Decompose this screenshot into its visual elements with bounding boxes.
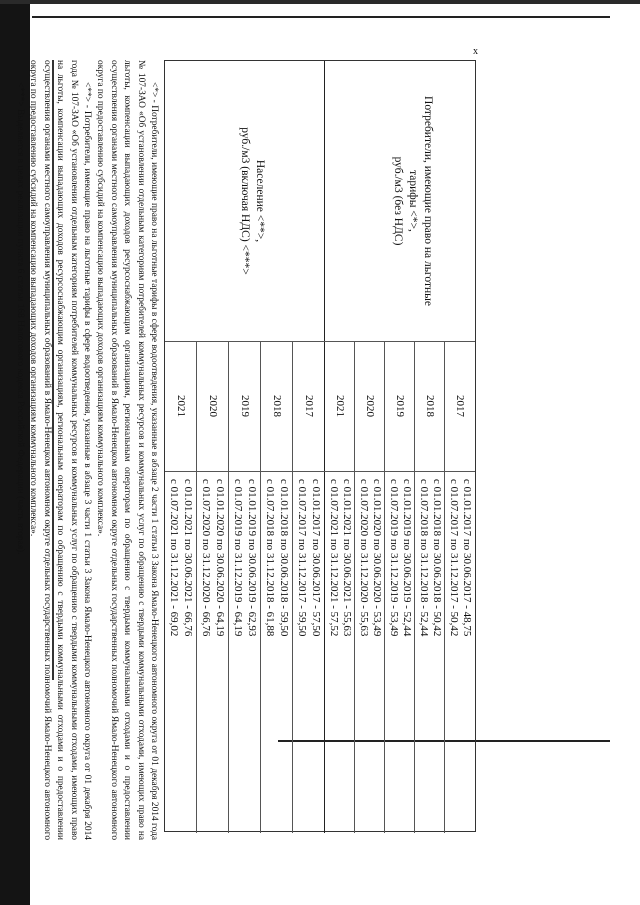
rate-cell: с 01.07.2021 по 31.12.2021 - 69,02 — [168, 479, 180, 637]
rate-cell: с 01.07.2021 по 31.12.2021 - 57,52 — [328, 479, 340, 637]
year-cell: 2019 — [394, 395, 406, 417]
consumer-group-2-line-2: руб./м3 (включая НДС) <***> — [239, 127, 251, 275]
row-divider — [354, 341, 355, 833]
consumer-group-1-label — [390, 61, 435, 341]
consumer-group-1-line-3: руб./м3 (без НДС) — [392, 156, 404, 246]
year-cell: 2018 — [271, 395, 283, 417]
rate-cell: с 01.01.2018 по 30.06.2018 - 59,50 — [278, 479, 290, 637]
consumer-group-2-label — [237, 61, 267, 341]
tariff-table — [164, 60, 476, 832]
rate-cell: с 01.01.2019 по 30.06.2019 - 52,44 — [401, 479, 413, 637]
rotated-page — [14, 60, 476, 840]
row-divider — [228, 341, 229, 833]
rate-cell: с 01.01.2020 по 30.06.2020 - 64,19 — [214, 479, 226, 637]
footnote-2: <**> - Потребители, имеющие право на льготные тарифы в сфере водоотведения, указанные в абзаце 3 части 1 статьи 3 Закона Ямало-Ненецкого автономного округа от 01 декабря 2014 года № 107-ЗАО «Об установлении отдельным категориям потребителей коммунальных ресурсов и коммунальных услуг по обращению с твердыми коммунальными отходами, имеющих право на льготы, компенсации выпадающих доходов ресурсоснабжающим организациям, региональным операторам по обращению с твердыми коммунальными отходами и о предоставлении осуществления органами местного самоуправления муниципальных образований в Ямало-Ненецком автономном округе отдельных государственных полномочий Ямало-Ненецкого автономного округа по предоставлению субсидий на компенсацию выпадающих доходов организациям коммунального комплекса». — [28, 60, 92, 840]
rate-cell: с 01.01.2018 по 30.06.2018 - 50,42 — [431, 479, 443, 637]
consumer-group-2-line-1: Население <**>, — [254, 159, 266, 243]
rate-cell: с 01.07.2018 по 31.12.2018 - 61,88 — [264, 479, 276, 637]
rate-cell: с 01.07.2018 по 31.12.2018 - 52,44 — [418, 479, 430, 637]
year-cell: 2021 — [175, 395, 187, 417]
footnote-1: <*> - Потребители, имеющие право на льготные тарифы в сфере водоотведения, указанные в абзаце 2 части 1 статьи 3 Закона Ямало-Ненецкого автономного округа от 01 декабря 2014 года № 107-ЗАО «Об установлении отдельным категориям потребителей коммунальных ресурсов и коммунальных услуг по обращению с твердыми коммунальными отходами, имеющих право на льготы, компенсации выпадающих доходов ресурсоснабжающим организациям, региональным операторам по обращению с твердыми коммунальными отходами и о предоставлении осуществления органами местного самоуправления муниципальных образований в Ямало-Ненецком автономном округе отдельных государственных полномочий Ямало-Ненецкого автономного округа по предоставлению субсидий на компенсацию выпадающих доходов организациям коммунального комплекса». — [95, 60, 159, 840]
scan-edge-top — [0, 0, 640, 4]
row-divider — [384, 341, 385, 833]
rate-cell: с 01.07.2019 по 31.12.2019 - 64,19 — [232, 479, 244, 637]
year-cell: 2017 — [303, 395, 315, 417]
rate-cell: с 01.07.2020 по 31.12.2020 - 66,76 — [200, 479, 212, 637]
row-divider — [292, 341, 293, 833]
year-cell: 2018 — [424, 395, 436, 417]
row-divider — [196, 341, 197, 833]
year-cell: 2019 — [239, 395, 251, 417]
column-divider — [165, 471, 475, 472]
rate-cell: с 01.01.2021 по 30.06.2021 - 66,76 — [182, 479, 194, 637]
consumer-group-1-line-2: тарифы <*>, — [407, 170, 419, 232]
consumer-group-1-line-1: Потребители, имеющие право на льготные — [422, 96, 434, 306]
rate-cell: с 01.01.2017 по 30.06.2017 - 48,75 — [461, 479, 473, 637]
row-divider — [414, 341, 415, 833]
rate-cell: с 01.07.2017 по 31.12.2017 - 50,42 — [448, 479, 460, 637]
page-mark: х — [473, 46, 478, 57]
year-cell: 2020 — [364, 395, 376, 417]
rate-cell: с 01.01.2019 по 30.06.2019 - 62,93 — [246, 479, 258, 637]
year-cell: 2021 — [334, 395, 346, 417]
rate-cell: с 01.01.2017 по 30.06.2017 - 57,50 — [310, 479, 322, 637]
year-cell: 2017 — [454, 395, 466, 417]
row-divider — [444, 341, 445, 833]
row-divider — [324, 61, 325, 833]
footnote-3: <***> Выделяется в целях реализации пункта 6 статьи 168 Налогового кодекса Российской Федерации (часть вторая). — [14, 82, 25, 555]
rate-cell: с 01.01.2020 по 30.06.2020 - 53,49 — [371, 479, 383, 637]
year-cell: 2020 — [207, 395, 219, 417]
rate-cell: с 01.07.2019 по 31.12.2019 - 53,49 — [388, 479, 400, 637]
scan-rule-top — [32, 16, 610, 18]
footnotes — [13, 60, 160, 840]
rate-cell: с 01.01.2021 по 30.06.2021 - 55,63 — [341, 479, 353, 637]
rate-cell: с 01.07.2020 по 31.12.2020 - 55,63 — [358, 479, 370, 637]
row-divider — [260, 341, 261, 833]
rate-cell: с 01.07.2017 по 31.12.2017 - 59,50 — [296, 479, 308, 637]
